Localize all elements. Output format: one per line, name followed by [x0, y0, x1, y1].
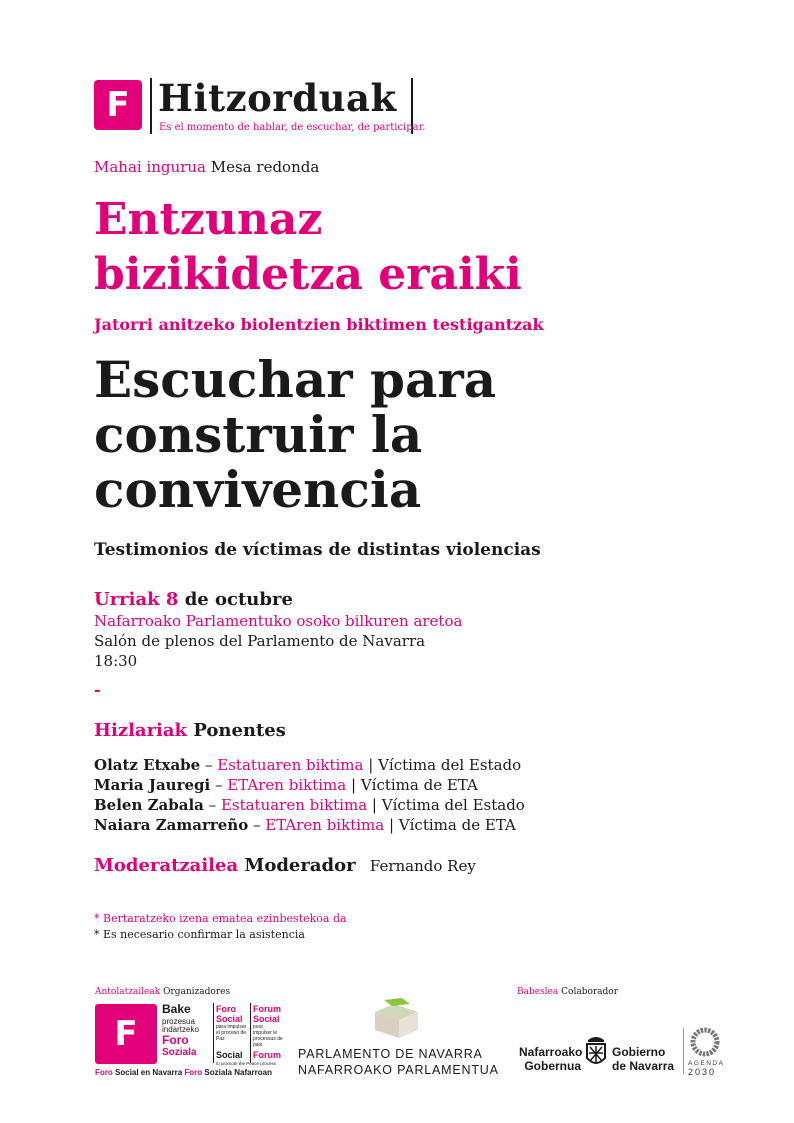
- event-venue: [94, 611, 462, 671]
- title-spanish-line3: convivencia: [94, 460, 422, 519]
- speakers-list: [94, 755, 525, 835]
- foro-soziala: Soziala: [162, 1047, 197, 1058]
- gov-es-1: Gobierno: [612, 1045, 666, 1059]
- title-spanish-line2: construir la: [94, 405, 423, 464]
- foro-para-impulsar: para impulsar el proceso de Paz: [216, 1024, 247, 1042]
- foro-divider-2: [250, 1003, 251, 1063]
- hitzorduak-logo-icon: F: [94, 80, 142, 130]
- navarra-shield-icon: [584, 1034, 608, 1070]
- speaker-role-es: Víctima del Estado: [381, 796, 525, 814]
- speaker-pipe: |: [363, 756, 379, 774]
- foro-social-2: Social: [216, 1050, 243, 1060]
- gov-eu-1: Nafarroako: [519, 1045, 583, 1059]
- forum-to-promote: to promote the Peace process: [216, 1061, 277, 1066]
- speaker-dash: –: [248, 816, 266, 834]
- venue-es: Salón de plenos del Parlamento de Navarra: [94, 632, 426, 650]
- organizers-label-eu: Antolatzaileak: [95, 987, 161, 997]
- title-spanish: [94, 352, 734, 517]
- speaker-dash: –: [210, 776, 228, 794]
- speaker-item: [94, 755, 525, 775]
- speaker-role-es: Víctima del Estado: [378, 756, 522, 774]
- moderator-label-eu: Moderatzailea: [94, 855, 239, 876]
- speaker-name: Naiara Zamarreño: [94, 816, 249, 834]
- speaker-item: [94, 775, 525, 795]
- subtitle-basque: Jatorri anitzeko biolentzien biktimen testigantzak: [94, 315, 544, 334]
- speaker-role-eu: ETAren biktima: [227, 776, 347, 794]
- foro-social: Foro Social: [216, 1004, 243, 1024]
- speaker-pipe: |: [384, 816, 399, 834]
- brand-title: Hitzorduak: [158, 76, 397, 120]
- foro-bake: Bake: [162, 1002, 191, 1016]
- date-es: de octubre: [184, 589, 293, 610]
- parliament-es: PARLAMENTO DE NAVARRA: [298, 1047, 483, 1061]
- subtitle-spanish: Testimonios de víctimas de distintas violencias: [94, 540, 541, 560]
- title-spanish-line1: Escuchar para: [94, 350, 497, 409]
- event-type-eu: Mahai ingurua: [94, 158, 206, 176]
- parliament-logo-icon: [372, 998, 422, 1040]
- foro-caption-4: Soziala Nafarroan: [204, 1068, 272, 1077]
- speaker-item: [94, 795, 525, 815]
- foro-indartzeko: indartzeko: [162, 1025, 199, 1034]
- collaborator-label: [517, 987, 618, 997]
- speaker-role-eu: Estatuaren biktima: [217, 756, 364, 774]
- speaker-name: Maria Jauregi: [94, 776, 211, 794]
- speakers-heading-es: Ponentes: [193, 720, 286, 741]
- moderator-name: Fernando Rey: [369, 857, 476, 875]
- title-basque: [94, 192, 734, 302]
- foro-caption-3: Foro: [184, 1068, 203, 1077]
- speaker-pipe: |: [367, 796, 382, 814]
- date-eu: Urriak 8: [94, 589, 179, 610]
- parliament-wordmark: [298, 1046, 499, 1078]
- title-basque-line1: Entzunaz: [94, 194, 323, 245]
- speaker-role-eu: ETAren biktima: [265, 816, 385, 834]
- forum-forum: Forum: [253, 1050, 281, 1060]
- speakers-heading: [94, 720, 286, 741]
- speaker-dash: –: [203, 796, 221, 814]
- speaker-role-es: Víctima de ETA: [398, 816, 516, 834]
- foro-divider-1: [213, 1003, 214, 1063]
- agenda-1: AGENDA: [688, 1060, 725, 1067]
- agenda-wordmark: [688, 1060, 724, 1076]
- event-time: 18:30: [94, 652, 138, 670]
- section-separator: -: [94, 680, 101, 699]
- note-basque: * Bertaratzeko izena ematea ezinbestekoa da: [94, 912, 347, 925]
- agenda-2030-icon: [690, 1027, 720, 1057]
- title-basque-line2: bizikidetza eraiki: [94, 249, 522, 300]
- foro-caption: [95, 1068, 272, 1077]
- gov-eu-2: Gobernua: [524, 1059, 581, 1073]
- speaker-dash: –: [200, 756, 218, 774]
- foro-caption-2: Social en Navarra: [115, 1068, 183, 1077]
- gov-es-2: de Navarra: [612, 1059, 675, 1073]
- speaker-role-eu: Estatuaren biktima: [220, 796, 368, 814]
- collaborator-label-es: Colaborador: [561, 987, 619, 997]
- venue-eu: Nafarroako Parlamentuko osoko bilkuren aretoa: [94, 612, 463, 630]
- speaker-role-es: Víctima de ETA: [360, 776, 478, 794]
- moderator: [94, 855, 476, 876]
- foro-caption-1: Foro: [95, 1068, 113, 1077]
- government-wordmark-eu: [519, 1045, 581, 1073]
- government-wordmark-es: [612, 1045, 674, 1073]
- speaker-name: Belen Zabala: [94, 796, 204, 814]
- speaker-item: [94, 815, 525, 835]
- foro-prozesua: prozesua: [162, 1017, 195, 1026]
- organizers-label-es: Organizadores: [163, 987, 231, 997]
- agenda-2: 2030: [688, 1067, 717, 1077]
- foro-wordmark: [162, 1004, 282, 1064]
- moderator-label-es: Moderador: [244, 855, 356, 876]
- organizers-label: [95, 987, 230, 997]
- parliament-eu: NAFARROAKO PARLAMENTUA: [298, 1063, 499, 1077]
- forum-pour-impulser: pour impulser le processus de paix: [253, 1024, 283, 1048]
- forum-social: Forum Social: [253, 1004, 281, 1024]
- foro-foro: Foro: [162, 1033, 189, 1047]
- logo-divider: [150, 78, 152, 134]
- speaker-pipe: |: [346, 776, 361, 794]
- agenda-divider: [683, 1028, 684, 1074]
- foro-logo-icon: F: [95, 1004, 157, 1064]
- tagline: Es el momento de hablar, de escuchar, de participar.: [159, 122, 426, 133]
- event-type: [94, 158, 319, 176]
- collaborator-label-eu: Babeslea: [517, 987, 559, 997]
- note-spanish: * Es necesario confirmar la asistencia: [94, 928, 305, 941]
- speakers-heading-eu: Hizlariak: [94, 720, 188, 741]
- event-type-es: Mesa redonda: [210, 158, 320, 176]
- event-date: [94, 589, 293, 610]
- speaker-name: Olatz Etxabe: [94, 756, 201, 774]
